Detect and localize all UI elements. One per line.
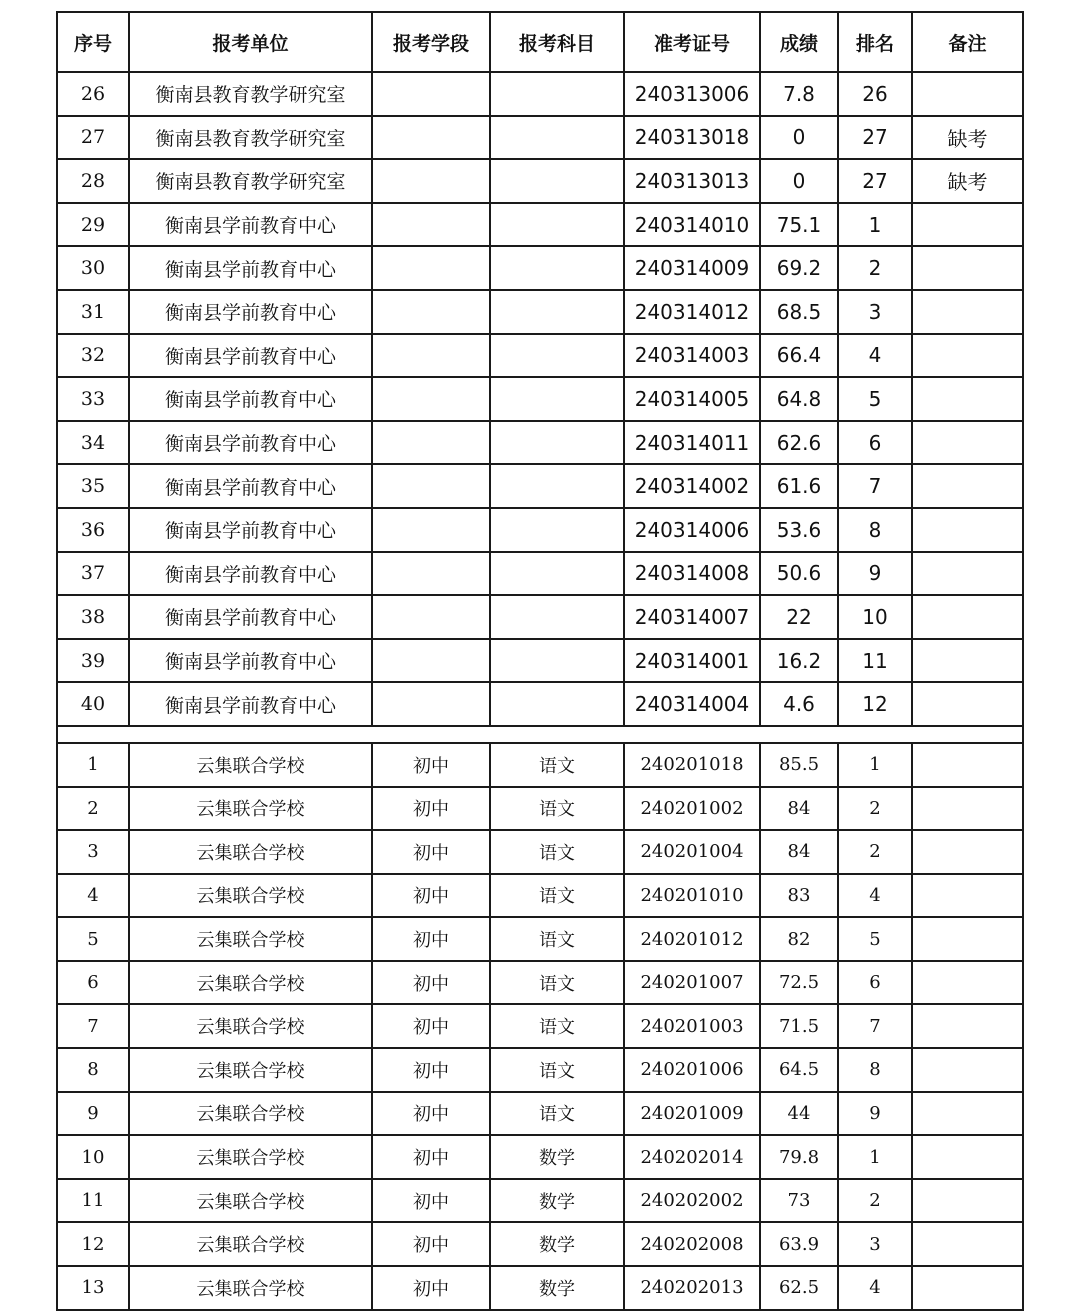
score-cell: 84 (760, 830, 838, 874)
remark-cell (912, 334, 1023, 378)
exam-number-cell: 240201009 (624, 1092, 760, 1136)
header-score: 成绩 (760, 12, 838, 72)
table-row (57, 72, 1023, 116)
unit-cell: 衡南县教育教学研究室 (129, 116, 372, 160)
header-unit: 报考单位 (129, 12, 372, 72)
index-cell: 7 (57, 1004, 129, 1048)
exam-number-cell: 240201003 (624, 1004, 760, 1048)
stage-cell: 初中 (372, 1266, 490, 1310)
rank-cell: 9 (838, 552, 912, 596)
remark-cell (912, 787, 1023, 831)
stage-cell: 初中 (372, 1048, 490, 1092)
table-row (57, 203, 1023, 247)
score-cell: 44 (760, 1092, 838, 1136)
stage-cell (372, 682, 490, 726)
exam-number-cell: 240314003 (624, 334, 760, 378)
remark-cell (912, 1179, 1023, 1223)
index-cell: 27 (57, 116, 129, 160)
exam-number-cell: 240201004 (624, 830, 760, 874)
separator-row (57, 726, 1023, 743)
score-cell: 79.8 (760, 1135, 838, 1179)
remark-cell (912, 290, 1023, 334)
unit-cell: 衡南县教育教学研究室 (129, 159, 372, 203)
rank-cell: 8 (838, 508, 912, 552)
remark-cell (912, 595, 1023, 639)
index-cell: 31 (57, 290, 129, 334)
index-cell: 10 (57, 1135, 129, 1179)
rank-cell: 5 (838, 917, 912, 961)
unit-cell: 云集联合学校 (129, 1266, 372, 1310)
rank-cell: 27 (838, 159, 912, 203)
exam-number-cell: 240314008 (624, 552, 760, 596)
rank-cell: 5 (838, 377, 912, 421)
remark-cell (912, 743, 1023, 787)
unit-cell: 衡南县学前教育中心 (129, 290, 372, 334)
table-row (57, 682, 1023, 726)
exam-number-cell: 240201018 (624, 743, 760, 787)
rank-cell: 9 (838, 1092, 912, 1136)
index-cell: 8 (57, 1048, 129, 1092)
unit-cell: 云集联合学校 (129, 1135, 372, 1179)
subject-cell (490, 682, 624, 726)
table-row (57, 552, 1023, 596)
exam-number-cell: 240314007 (624, 595, 760, 639)
stage-cell (372, 116, 490, 160)
table-row (57, 290, 1023, 334)
index-cell: 29 (57, 203, 129, 247)
subject-cell: 语文 (490, 1004, 624, 1048)
subject-cell: 语文 (490, 1092, 624, 1136)
unit-cell: 云集联合学校 (129, 1048, 372, 1092)
exam-number-cell: 240314004 (624, 682, 760, 726)
index-cell: 33 (57, 377, 129, 421)
separator-cell (57, 726, 1023, 743)
table-row (57, 421, 1023, 465)
index-cell: 39 (57, 639, 129, 683)
stage-cell (372, 639, 490, 683)
exam-number-cell: 240314012 (624, 290, 760, 334)
exam-number-cell: 240314001 (624, 639, 760, 683)
remark-cell (912, 830, 1023, 874)
table-row (57, 1179, 1023, 1223)
subject-cell (490, 246, 624, 290)
rank-cell: 2 (838, 830, 912, 874)
unit-cell: 衡南县学前教育中心 (129, 464, 372, 508)
remark-cell (912, 961, 1023, 1005)
remark-cell (912, 1222, 1023, 1266)
rank-cell: 1 (838, 203, 912, 247)
rank-cell: 12 (838, 682, 912, 726)
exam-number-cell: 240314002 (624, 464, 760, 508)
rank-cell: 4 (838, 334, 912, 378)
table-row (57, 874, 1023, 918)
rank-cell: 8 (838, 1048, 912, 1092)
stage-cell (372, 421, 490, 465)
table-row (57, 464, 1023, 508)
header-index: 序号 (57, 12, 129, 72)
subject-cell (490, 72, 624, 116)
stage-cell: 初中 (372, 1222, 490, 1266)
stage-cell (372, 552, 490, 596)
exam-number-cell: 240314010 (624, 203, 760, 247)
subject-cell: 语文 (490, 1048, 624, 1092)
rank-cell: 3 (838, 290, 912, 334)
table-row (57, 787, 1023, 831)
rank-cell: 2 (838, 1179, 912, 1223)
remark-cell (912, 421, 1023, 465)
rank-cell: 1 (838, 743, 912, 787)
header-rank: 排名 (838, 12, 912, 72)
unit-cell: 云集联合学校 (129, 743, 372, 787)
subject-cell (490, 552, 624, 596)
index-cell: 35 (57, 464, 129, 508)
subject-cell (490, 595, 624, 639)
remark-cell (912, 508, 1023, 552)
rank-cell: 27 (838, 116, 912, 160)
score-cell: 0 (760, 116, 838, 160)
rank-cell: 10 (838, 595, 912, 639)
stage-cell (372, 159, 490, 203)
rank-cell: 26 (838, 72, 912, 116)
remark-cell (912, 1004, 1023, 1048)
score-cell: 69.2 (760, 246, 838, 290)
index-cell: 36 (57, 508, 129, 552)
subject-cell (490, 334, 624, 378)
subject-cell (490, 508, 624, 552)
rank-cell: 4 (838, 874, 912, 918)
remark-cell (912, 203, 1023, 247)
exam-number-cell: 240313006 (624, 72, 760, 116)
exam-number-cell: 240314009 (624, 246, 760, 290)
remark-cell (912, 72, 1023, 116)
unit-cell: 云集联合学校 (129, 830, 372, 874)
score-cell: 61.6 (760, 464, 838, 508)
subject-cell (490, 421, 624, 465)
table-row (57, 639, 1023, 683)
subject-cell: 数学 (490, 1266, 624, 1310)
unit-cell: 云集联合学校 (129, 1222, 372, 1266)
subject-cell (490, 377, 624, 421)
remark-cell (912, 1266, 1023, 1310)
unit-cell: 衡南县学前教育中心 (129, 421, 372, 465)
stage-cell: 初中 (372, 743, 490, 787)
subject-cell (490, 464, 624, 508)
exam-number-cell: 240202014 (624, 1135, 760, 1179)
index-cell: 11 (57, 1179, 129, 1223)
remark-cell (912, 639, 1023, 683)
subject-cell: 语文 (490, 961, 624, 1005)
table-row (57, 917, 1023, 961)
stage-cell (372, 290, 490, 334)
exam-number-cell: 240314011 (624, 421, 760, 465)
subject-cell: 语文 (490, 830, 624, 874)
unit-cell: 云集联合学校 (129, 917, 372, 961)
unit-cell: 衡南县学前教育中心 (129, 552, 372, 596)
stage-cell (372, 508, 490, 552)
index-cell: 37 (57, 552, 129, 596)
remark-cell (912, 464, 1023, 508)
remark-cell (912, 1135, 1023, 1179)
index-cell: 26 (57, 72, 129, 116)
score-cell: 53.6 (760, 508, 838, 552)
index-cell: 34 (57, 421, 129, 465)
index-cell: 12 (57, 1222, 129, 1266)
subject-cell (490, 639, 624, 683)
table-row (57, 595, 1023, 639)
table-row (57, 334, 1023, 378)
table-body-yunji-school (57, 743, 1023, 1310)
unit-cell: 衡南县学前教育中心 (129, 639, 372, 683)
table-row (57, 1266, 1023, 1310)
index-cell: 40 (57, 682, 129, 726)
exam-number-cell: 240202008 (624, 1222, 760, 1266)
unit-cell: 衡南县学前教育中心 (129, 203, 372, 247)
subject-cell: 数学 (490, 1222, 624, 1266)
rank-cell: 2 (838, 787, 912, 831)
index-cell: 38 (57, 595, 129, 639)
score-cell: 4.6 (760, 682, 838, 726)
rank-cell: 3 (838, 1222, 912, 1266)
remark-cell: 缺考 (912, 159, 1023, 203)
remark-cell (912, 552, 1023, 596)
remark-cell (912, 917, 1023, 961)
index-cell: 1 (57, 743, 129, 787)
exam-score-table (56, 11, 1024, 1311)
stage-cell: 初中 (372, 961, 490, 1005)
score-cell: 83 (760, 874, 838, 918)
score-cell: 64.5 (760, 1048, 838, 1092)
unit-cell: 衡南县学前教育中心 (129, 595, 372, 639)
table-row (57, 377, 1023, 421)
table-row (57, 246, 1023, 290)
stage-cell: 初中 (372, 874, 490, 918)
exam-number-cell: 240201010 (624, 874, 760, 918)
table-row (57, 116, 1023, 160)
rank-cell: 6 (838, 421, 912, 465)
stage-cell: 初中 (372, 1135, 490, 1179)
score-cell: 84 (760, 787, 838, 831)
unit-cell: 衡南县学前教育中心 (129, 377, 372, 421)
remark-cell: 缺考 (912, 116, 1023, 160)
remark-cell (912, 377, 1023, 421)
index-cell: 9 (57, 1092, 129, 1136)
unit-cell: 云集联合学校 (129, 961, 372, 1005)
stage-cell (372, 595, 490, 639)
subject-cell: 数学 (490, 1135, 624, 1179)
rank-cell: 1 (838, 1135, 912, 1179)
table-row (57, 743, 1023, 787)
rank-cell: 11 (838, 639, 912, 683)
unit-cell: 衡南县学前教育中心 (129, 246, 372, 290)
remark-cell (912, 1048, 1023, 1092)
subject-cell: 语文 (490, 743, 624, 787)
exam-number-cell: 240202013 (624, 1266, 760, 1310)
score-cell: 71.5 (760, 1004, 838, 1048)
table-row (57, 1004, 1023, 1048)
header-exam-number: 准考证号 (624, 12, 760, 72)
score-cell: 85.5 (760, 743, 838, 787)
index-cell: 3 (57, 830, 129, 874)
score-cell: 68.5 (760, 290, 838, 334)
index-cell: 5 (57, 917, 129, 961)
header-row (57, 12, 1023, 72)
unit-cell: 衡南县学前教育中心 (129, 334, 372, 378)
index-cell: 32 (57, 334, 129, 378)
unit-cell: 云集联合学校 (129, 1004, 372, 1048)
exam-number-cell: 240201007 (624, 961, 760, 1005)
header-stage: 报考学段 (372, 12, 490, 72)
unit-cell: 云集联合学校 (129, 1092, 372, 1136)
remark-cell (912, 874, 1023, 918)
index-cell: 28 (57, 159, 129, 203)
subject-cell: 语文 (490, 874, 624, 918)
remark-cell (912, 246, 1023, 290)
subject-cell (490, 290, 624, 334)
rank-cell: 4 (838, 1266, 912, 1310)
unit-cell: 衡南县学前教育中心 (129, 682, 372, 726)
table-row (57, 159, 1023, 203)
exam-number-cell: 240201002 (624, 787, 760, 831)
exam-number-cell: 240313013 (624, 159, 760, 203)
subject-cell: 语文 (490, 917, 624, 961)
remark-cell (912, 1092, 1023, 1136)
table-row (57, 1135, 1023, 1179)
rank-cell: 2 (838, 246, 912, 290)
table-row (57, 508, 1023, 552)
unit-cell: 云集联合学校 (129, 874, 372, 918)
header-remark: 备注 (912, 12, 1023, 72)
stage-cell: 初中 (372, 1092, 490, 1136)
stage-cell (372, 203, 490, 247)
table-row (57, 1048, 1023, 1092)
score-cell: 64.8 (760, 377, 838, 421)
score-cell: 66.4 (760, 334, 838, 378)
stage-cell: 初中 (372, 1179, 490, 1223)
unit-cell: 衡南县教育教学研究室 (129, 72, 372, 116)
exam-number-cell: 240202002 (624, 1179, 760, 1223)
index-cell: 2 (57, 787, 129, 831)
stage-cell (372, 377, 490, 421)
index-cell: 13 (57, 1266, 129, 1310)
rank-cell: 7 (838, 464, 912, 508)
subject-cell (490, 159, 624, 203)
remark-cell (912, 682, 1023, 726)
index-cell: 30 (57, 246, 129, 290)
exam-number-cell: 240201006 (624, 1048, 760, 1092)
score-cell: 73 (760, 1179, 838, 1223)
exam-number-cell: 240314005 (624, 377, 760, 421)
unit-cell: 云集联合学校 (129, 1179, 372, 1223)
score-cell: 72.5 (760, 961, 838, 1005)
table-body-county-units (57, 72, 1023, 726)
stage-cell (372, 334, 490, 378)
rank-cell: 7 (838, 1004, 912, 1048)
stage-cell: 初中 (372, 917, 490, 961)
exam-number-cell: 240314006 (624, 508, 760, 552)
table-row (57, 1092, 1023, 1136)
exam-number-cell: 240201012 (624, 917, 760, 961)
score-cell: 63.9 (760, 1222, 838, 1266)
stage-cell (372, 72, 490, 116)
stage-cell (372, 464, 490, 508)
table-row (57, 1222, 1023, 1266)
stage-cell: 初中 (372, 830, 490, 874)
table-row (57, 961, 1023, 1005)
header-subject: 报考科目 (490, 12, 624, 72)
table-header (57, 12, 1023, 72)
score-cell: 62.6 (760, 421, 838, 465)
rank-cell: 6 (838, 961, 912, 1005)
unit-cell: 衡南县学前教育中心 (129, 508, 372, 552)
unit-cell: 云集联合学校 (129, 787, 372, 831)
score-cell: 7.8 (760, 72, 838, 116)
score-cell: 0 (760, 159, 838, 203)
score-cell: 16.2 (760, 639, 838, 683)
exam-number-cell: 240313018 (624, 116, 760, 160)
score-cell: 62.5 (760, 1266, 838, 1310)
index-cell: 4 (57, 874, 129, 918)
subject-cell (490, 116, 624, 160)
subject-cell: 语文 (490, 787, 624, 831)
score-cell: 75.1 (760, 203, 838, 247)
score-cell: 22 (760, 595, 838, 639)
score-cell: 82 (760, 917, 838, 961)
table-row (57, 830, 1023, 874)
subject-cell (490, 203, 624, 247)
stage-cell (372, 246, 490, 290)
stage-cell: 初中 (372, 1004, 490, 1048)
section-separator (57, 726, 1023, 743)
index-cell: 6 (57, 961, 129, 1005)
stage-cell: 初中 (372, 787, 490, 831)
score-cell: 50.6 (760, 552, 838, 596)
subject-cell: 数学 (490, 1179, 624, 1223)
